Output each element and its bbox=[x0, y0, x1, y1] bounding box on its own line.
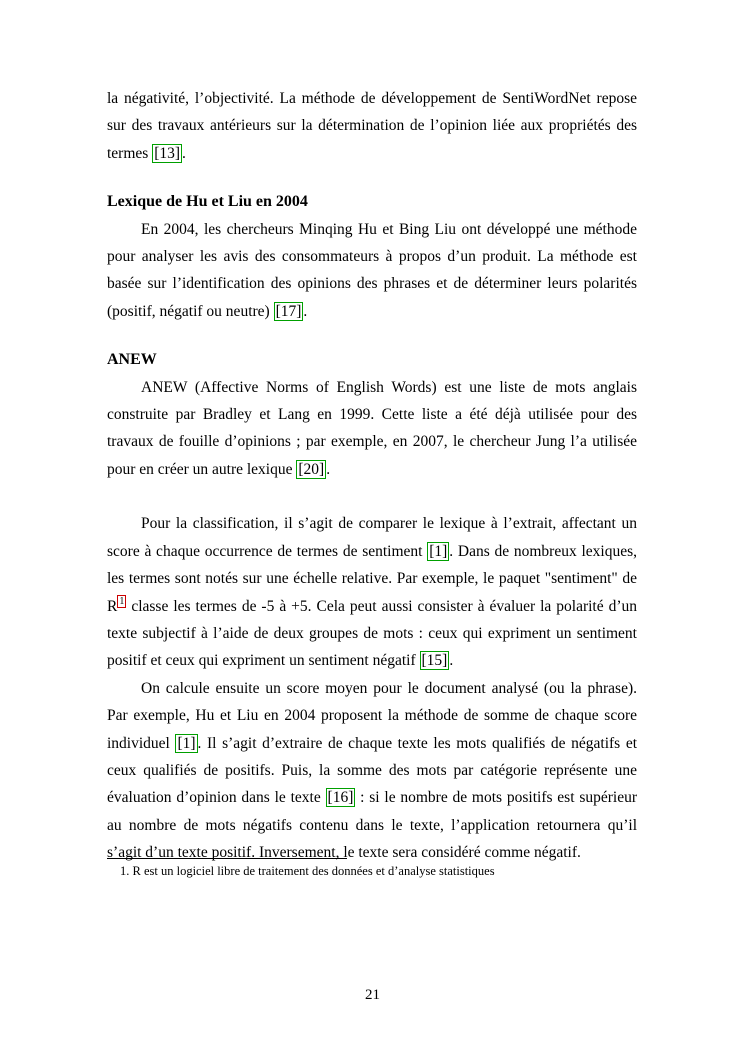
paragraph-sentiwordnet-continuation: la négativité, l’objectivité. La méthode de développement de SentiWordNet repose sur des travaux antérieurs sur la détermination de l’opinion liée aux propriétés des termes [13] . bbox=[107, 90, 637, 162]
paragraph-score-moyen: On calcule ensuite un score moyen pour le document analysé (ou la phrase). Par exemple, Hu et Liu en 2004 proposent la méthode de somme de chaque score individuel [1] . Il s’agit d’extraire de chaque texte les mots qualifiés de négatifs et ceux qualifiés de positifs. Puis, la somme des mots par catégorie représente une évaluation d’opinion dans le texte [16] : si le nombre de mots positifs est supérieur au nombre de mots négatifs contenu dans le texte, l’application retournera qu’il s’agit d’un texte positif. Inversement, le texte sera considéré comme négatif. bbox=[107, 679, 638, 862]
citation-link[interactable]: [1] bbox=[177, 734, 196, 752]
footnote-area bbox=[107, 858, 637, 879]
paragraph-classification: Pour la classification, il s’agit de comparer le lexique à l’extrait, affectant un score à chaque occurrence de termes de sentiment [1] . Dans de nombreux lexiques, les termes sont notés sur une échelle relative. Par exemple, le paquet "sentiment" de R $^1$ classe les termes de -5 à +5. Cela peut aussi consister à évaluer la polarité d’un texte subjectif à l’aide de deux groupes de mots : ceux qui expriment un sentiment positif et ceux qui expriment un sentiment négatif [15] . bbox=[107, 515, 637, 670]
page-number: 21 bbox=[365, 987, 380, 1003]
footnote-rule bbox=[107, 858, 347, 859]
section-heading-hu-liu: Lexique de Hu et Liu en 2004 bbox=[107, 193, 308, 211]
citation-link[interactable]: [13] bbox=[154, 144, 181, 162]
footnote-text: 1. R est un logiciel libre de traitement des données et d’analyse statistiques bbox=[120, 864, 495, 878]
paragraph-anew: ANEW (Affective Norms of English Words) est une liste de mots anglais construite par Bradley et Lang en 1999. Cette liste a été déjà utilisée pour des travaux de fouille d’opinions ; par exemple, en 2007, le chercheur Jung l’a utilisée pour en créer un autre lexique [20] . bbox=[107, 378, 637, 478]
page-body bbox=[107, 85, 637, 867]
citation-link[interactable]: [15] bbox=[421, 652, 448, 670]
citation-link[interactable]: [1] bbox=[429, 542, 448, 560]
citation-link[interactable]: [17] bbox=[275, 302, 302, 320]
citation-link[interactable]: [20] bbox=[298, 460, 325, 478]
footnote-marker-link[interactable]: 1 bbox=[119, 596, 125, 608]
citation-link[interactable]: [16] bbox=[327, 789, 354, 807]
paragraph-hu-liu: En 2004, les chercheurs Minqing Hu et Bing Liu ont développé une méthode pour analyser les avis des consommateurs à propos d’un produit. La méthode est basée sur l’identification des opinions des phrases et de déterminer leurs polarités (positif, négatif ou neutre) [17] . bbox=[107, 220, 637, 320]
section-heading-anew: ANEW bbox=[107, 351, 157, 369]
